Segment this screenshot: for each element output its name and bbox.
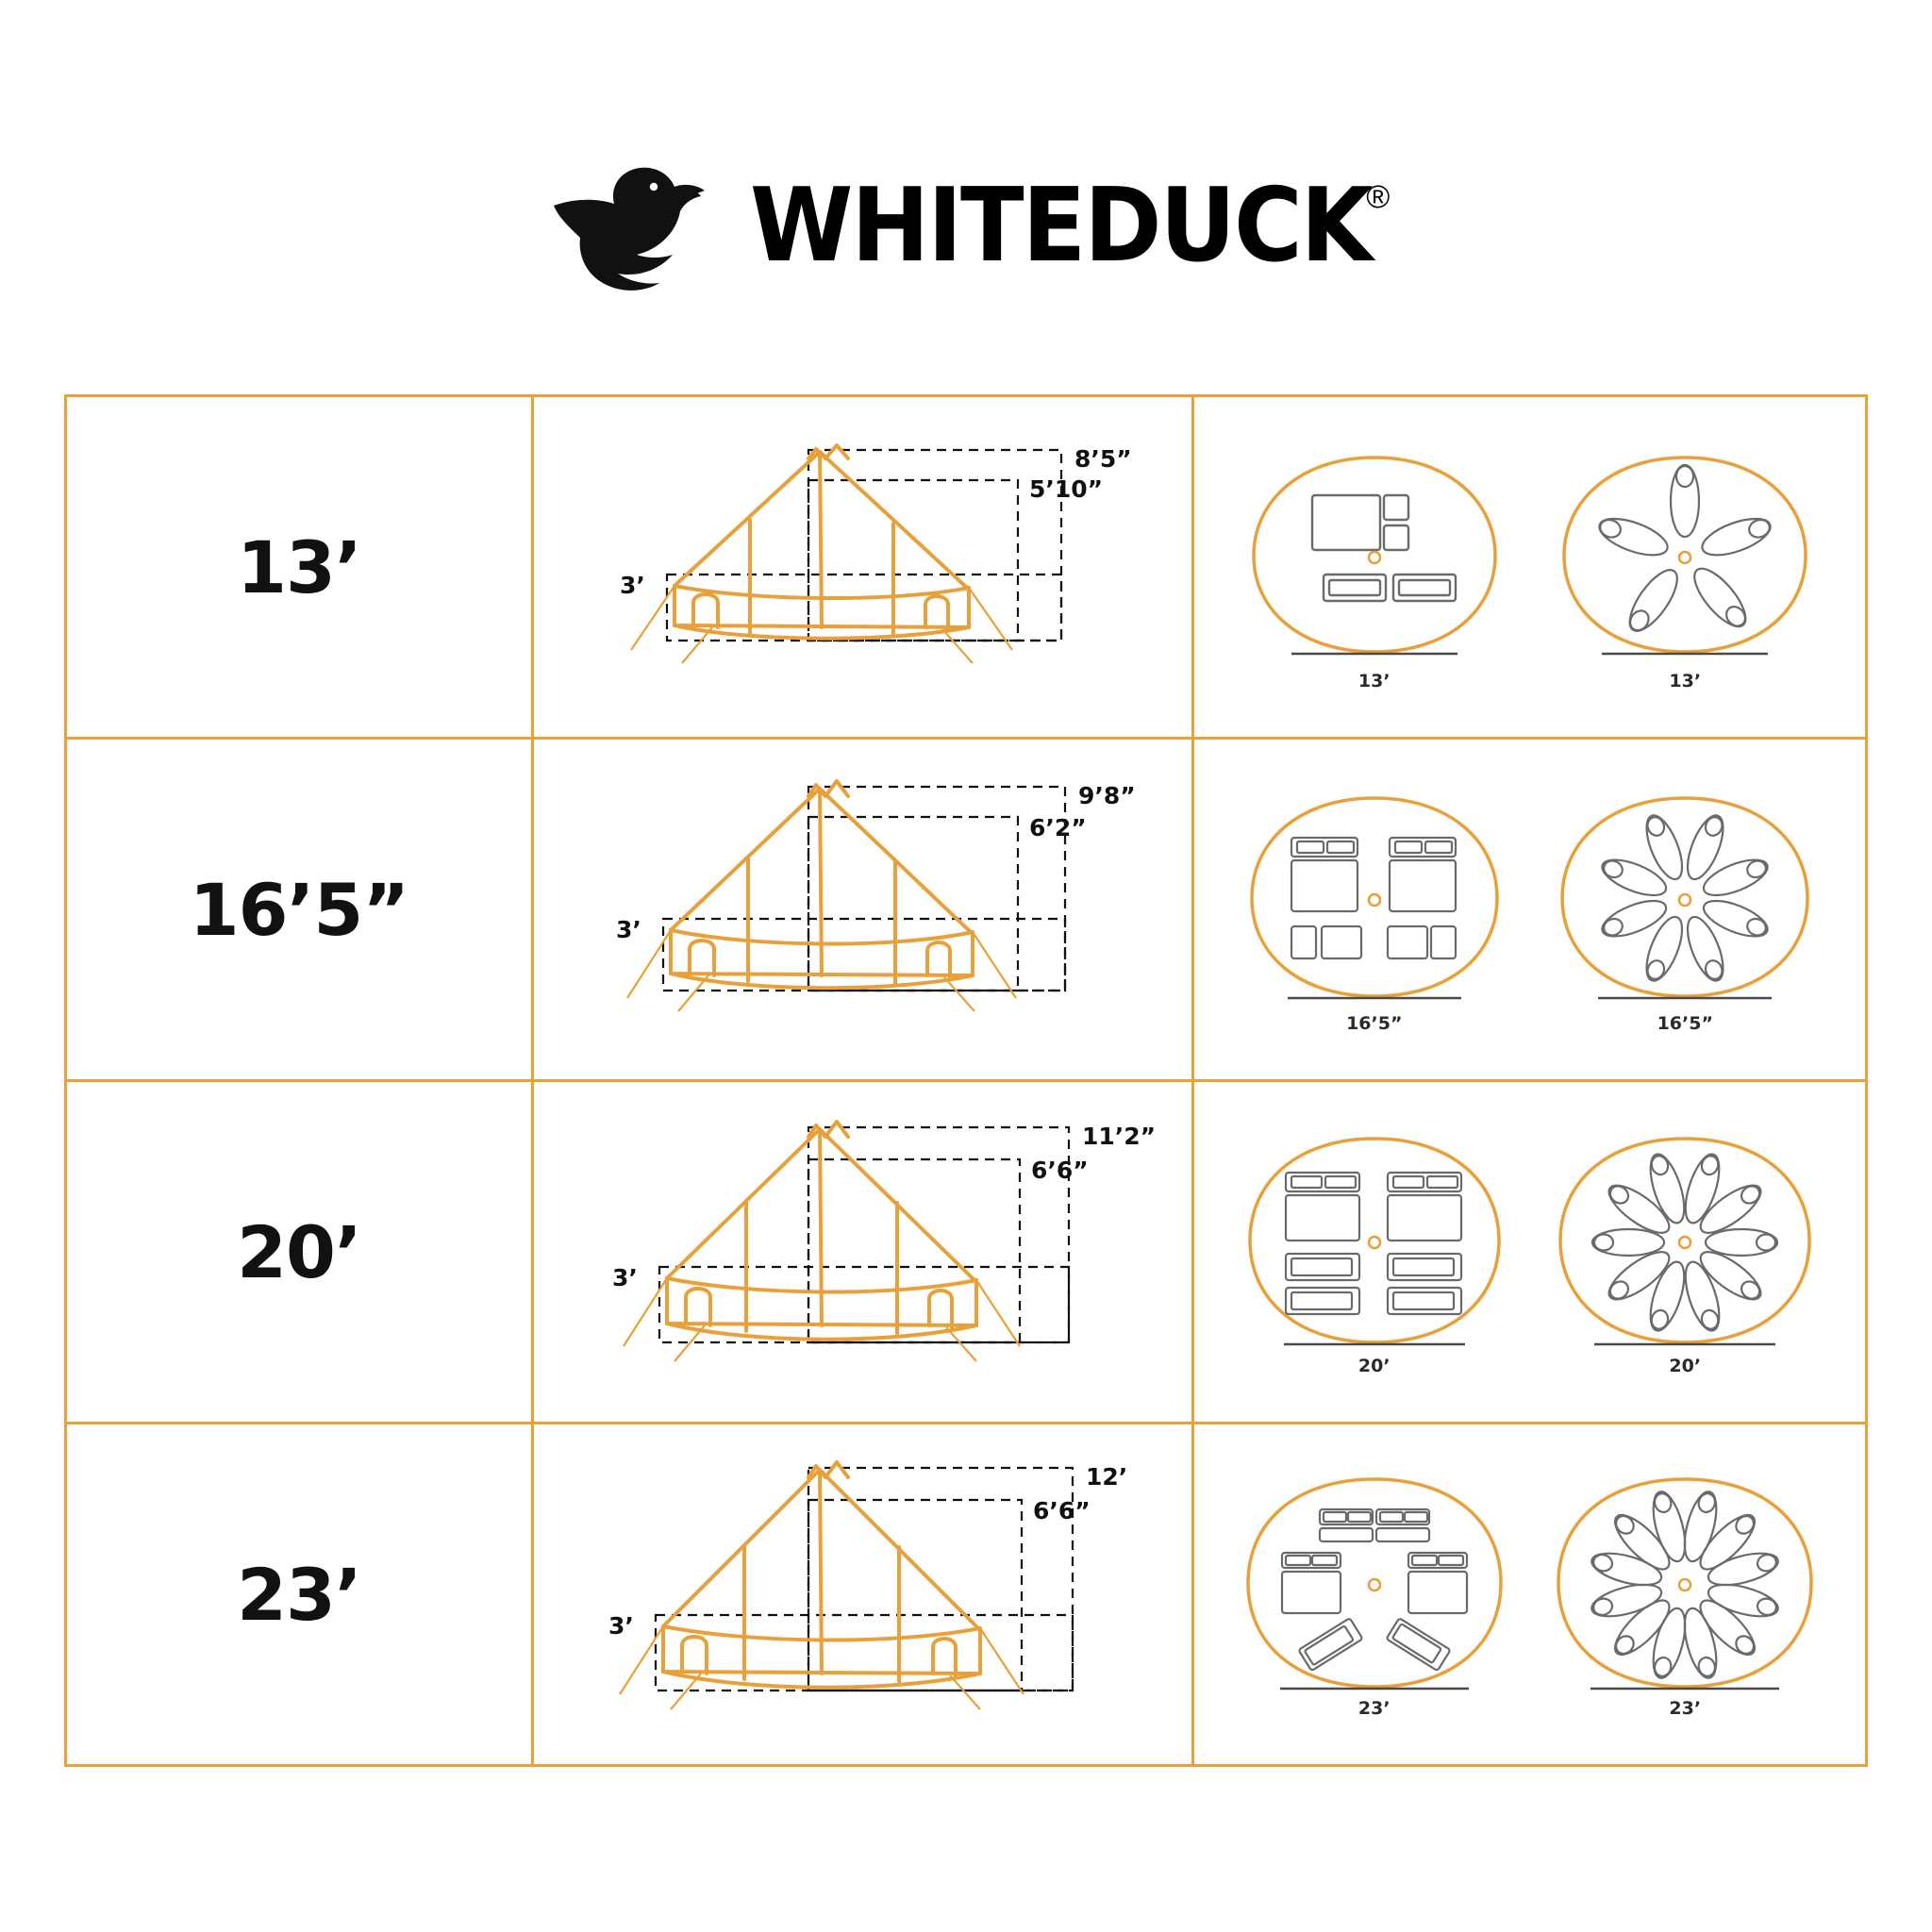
- duck-icon: [542, 160, 722, 292]
- floorplan-beds-diagram: [1233, 1470, 1516, 1696]
- logo-wordmark: [749, 167, 1391, 285]
- wall-to-peak-height-label: 6’6”: [1030, 1157, 1089, 1184]
- tent-elevation-diagram: [561, 768, 1165, 1051]
- table-row: [67, 397, 1865, 740]
- floorplan-caption: 13’: [1357, 671, 1391, 691]
- wall-height-label: 3’: [619, 572, 645, 599]
- floorplan-beds: [1233, 785, 1516, 1034]
- floorplan-caption: 20’: [1669, 1356, 1702, 1376]
- wall-to-peak-height-label: 5’10”: [1028, 475, 1103, 503]
- floorplan-beds: [1233, 1470, 1516, 1719]
- floorplan-cell: [1194, 397, 1865, 737]
- elevation-cell: [534, 1424, 1194, 1764]
- size-label: 16’5”: [189, 867, 409, 952]
- tent-elevation-diagram: [561, 1453, 1165, 1736]
- wall-to-peak-height-label: 6’6”: [1032, 1497, 1091, 1524]
- floorplan-sleeping-bags-diagram: [1543, 785, 1826, 1011]
- floorplan-sleeping-bags-diagram: [1543, 1470, 1826, 1696]
- wall-height-label: 3’: [608, 1612, 634, 1640]
- floorplan-sleeping-bags: [1543, 1127, 1826, 1376]
- floorplan-caption: 23’: [1669, 1698, 1702, 1719]
- floorplan-sleeping-bags: [1543, 785, 1826, 1034]
- wall-height-label: 3’: [615, 916, 641, 943]
- wall-to-peak-height-label: 6’2”: [1028, 814, 1087, 841]
- floorplan-beds-diagram: [1233, 442, 1516, 669]
- floorplan-sleeping-bags-diagram: [1543, 1127, 1826, 1354]
- registered-mark: ®: [1366, 179, 1391, 215]
- floorplan-cell: [1194, 740, 1865, 1079]
- floorplan-beds: [1233, 442, 1516, 691]
- floorplan-caption: 13’: [1669, 671, 1702, 691]
- size-cell: [67, 740, 534, 1079]
- floorplan-caption: 16’5”: [1346, 1013, 1403, 1034]
- floorplan-caption: 20’: [1357, 1356, 1391, 1376]
- size-label: 23’: [237, 1552, 361, 1637]
- size-label: 13’: [237, 525, 361, 609]
- floorplan-beds-diagram: [1233, 785, 1516, 1011]
- size-cell: [67, 1082, 534, 1422]
- table-row: [67, 1424, 1865, 1764]
- floorplan-caption: 23’: [1357, 1698, 1391, 1719]
- tent-elevation-diagram: [561, 1110, 1165, 1393]
- floorplan-cell: [1194, 1082, 1865, 1422]
- peak-height-label: 8’5”: [1074, 445, 1132, 473]
- size-cell: [67, 397, 534, 737]
- brand-header: [0, 142, 1932, 311]
- wall-height-label: 3’: [611, 1264, 638, 1291]
- floorplan-sleeping-bags: [1543, 1470, 1826, 1719]
- elevation-cell: [534, 740, 1194, 1079]
- peak-height-label: 9’8”: [1077, 782, 1136, 809]
- table-row: [67, 740, 1865, 1082]
- peak-height-label: 11’2”: [1081, 1123, 1156, 1150]
- floorplan-beds-diagram: [1233, 1127, 1516, 1354]
- floorplan-cell: [1194, 1424, 1865, 1764]
- floorplan-sleeping-bags: [1543, 442, 1826, 691]
- table-row: [67, 1082, 1865, 1424]
- size-comparison-table: [64, 394, 1868, 1767]
- floorplan-sleeping-bags-diagram: [1543, 442, 1826, 669]
- floorplan-beds: [1233, 1127, 1516, 1376]
- floorplan-caption: 16’5”: [1657, 1013, 1713, 1034]
- elevation-cell: [534, 397, 1194, 737]
- brand-name: WHITEDUCK: [749, 167, 1372, 285]
- size-cell: [67, 1424, 534, 1764]
- tent-elevation-diagram: [561, 425, 1165, 708]
- size-label: 20’: [237, 1209, 361, 1294]
- elevation-cell: [534, 1082, 1194, 1422]
- peak-height-label: 12’: [1085, 1463, 1127, 1491]
- logo: [542, 160, 1391, 292]
